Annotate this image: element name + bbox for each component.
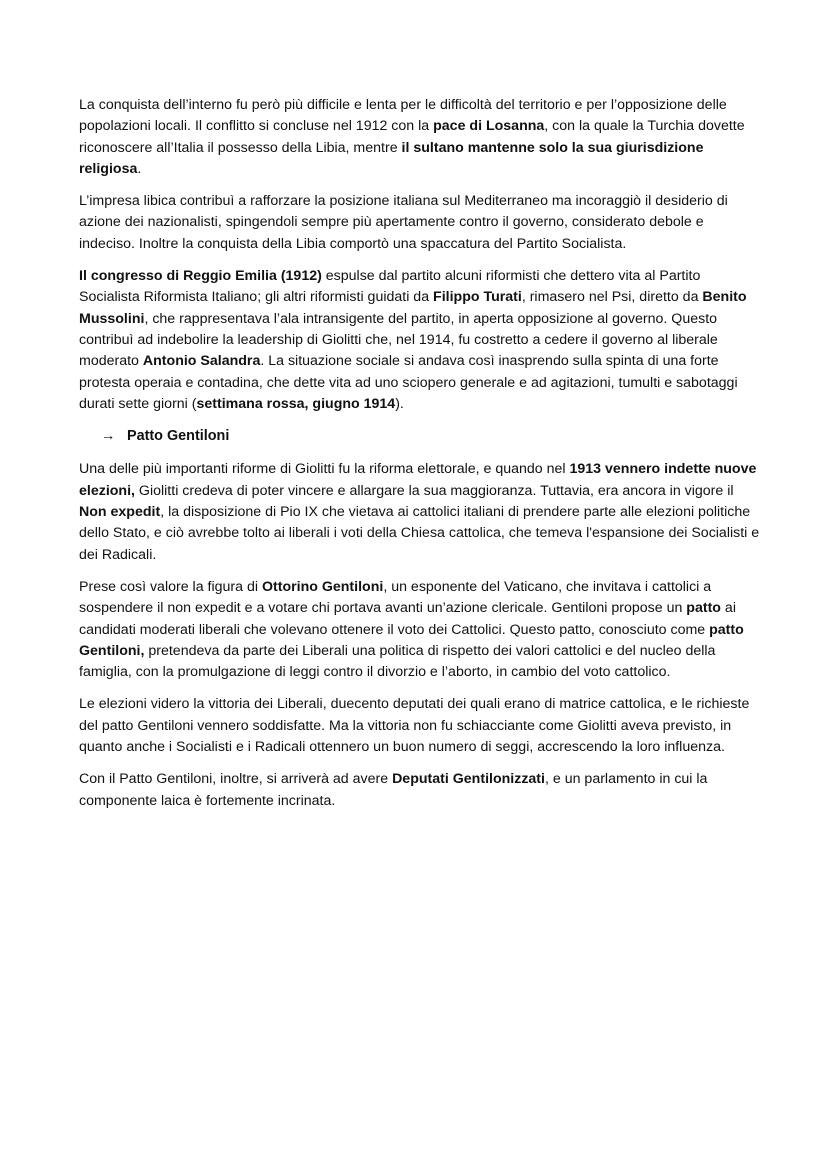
bold-text-ottorino-gentiloni: Ottorino Gentiloni — [261, 578, 384, 595]
bold-text-pace-di-losanna: pace di Losanna — [433, 118, 545, 135]
text-run: Prese così valore la figura di — [79, 578, 262, 595]
bold-text-sultan: il sultano mantenne solo la sua giurisdizione religiosa — [79, 139, 704, 177]
bold-text-benito-mussolini: Benito Mussolini — [79, 289, 747, 327]
text-run: Giolitti credeva di poter vincere e allargare la sua maggioranza. Tuttavia, era ancora in vigore il — [134, 482, 734, 499]
bold-text-deputati-gentilonizzati: Deputati Gentilonizzati — [392, 771, 545, 788]
text-run: . La situazione sociale si andava così inasprendo sulla spinta di una forte protesta operaia e contadina, che dette vita ad uno sciopero generale e ad agitazioni, tumulti e sabotaggi durati sette giorni ( — [79, 353, 738, 412]
bold-text-settimana-rossa: settimana rossa, giugno 1914 — [196, 395, 396, 412]
paragraph-electoral-reform — [79, 459, 762, 565]
bold-text-reggio-emilia: Il congresso di Reggio Emilia (1912) — [79, 268, 322, 285]
text-run: Le elezioni videro la vittoria dei Liberali, duecento deputati dei quali erano di matrice cattolica, e le richieste del patto Gentiloni vennero soddisfatte. Ma la vittoria non fu schiacciante come Giolitti aveva previsto, in quanto anche i Socialisti e i Radicali ottennero un buon numero di seggi, accrescendo la loro influenza. — [79, 696, 750, 756]
bold-text-filippo-turati: Filippo Turati — [433, 289, 522, 306]
text-run: La conquista dell’interno fu però più difficile e lenta per le difficoltà del territorio e per l’opposizione delle popolazioni locali. Il conflitto si concluse nel 1912 con la — [79, 97, 727, 135]
paragraph-deputati-gentilonizzati — [79, 769, 762, 812]
text-run: , che rappresentava l’ala intransigente del partito, in aperta opposizione al governo. Questo contribuì ad indebolire la leadership di Giolitti che, nel 1914, fu costretto a cedere il governo al liberale moderato — [79, 310, 718, 370]
bold-text-non-expedit: Non expedit — [79, 504, 161, 521]
text-run: , e un parlamento in cui la componente laica è fortemente incrinata. — [79, 771, 708, 809]
text-run: , la disposizione di Pio IX che vietava ai cattolici italiani di prendere parte alle elezioni politiche dello Stato, e ciò avrebbe tolto ai liberali i voti della Chiesa cattolica, che temeva l'espansione dei Socialisti e dei Radicali. — [79, 504, 760, 563]
paragraph-libya-conquest — [79, 95, 762, 180]
paragraph-ottorino-gentiloni — [79, 577, 762, 683]
text-run: , con la quale la Turchia dovette riconoscere all’Italia il possesso della Libia, mentre — [79, 118, 745, 156]
section-heading — [101, 426, 762, 447]
text-run: ai candidati moderati liberali che volevano ottenere il voto dei Cattolici. Questo patto, conosciuto come — [79, 600, 736, 638]
section-heading-title: Patto Gentiloni — [127, 428, 230, 445]
bold-text-1913-elections: 1913 vennero indette nuove elezioni, — [79, 461, 757, 499]
text-run: Con il Patto Gentiloni, inoltre, si arriverà ad avere — [79, 771, 393, 788]
text-run: L’impresa libica contribuì a rafforzare la posizione italiana sul Mediterraneo ma incoraggiò il desiderio di azione dei nazionalisti, spingendoli sempre più apertamente contro il governo, considerato debole e indeciso. Inoltre la conquista della Libia comportò una spaccatura del Partito Socialista. — [79, 193, 728, 252]
text-run: pretendeva da parte dei Liberali una politica di rispetto dei valori cattolici e del nucleo della famiglia, con la promulgazione di leggi contro il divorzio e l’aborto, in cambio del voto cattolico. — [79, 642, 716, 681]
paragraph-election-results — [79, 694, 762, 758]
text-run: espulse dal partito alcuni riformisti che dettero vita al Partito Socialista Riformista Italiano; gli altri riformisti guidati da — [79, 268, 701, 306]
text-run: Una delle più importanti riforme di Giolitti fu la riforma elettorale, e quando nel — [79, 461, 570, 478]
text-run: ). — [395, 395, 404, 412]
paragraph-libyan-enterprise — [79, 191, 762, 255]
bold-text-antonio-salandra: Antonio Salandra — [142, 353, 261, 370]
text-run: . — [137, 160, 142, 177]
right-arrow-icon: → — [101, 428, 116, 445]
paragraph-reggio-emilia-congress — [79, 266, 762, 415]
bold-text-patto: patto — [686, 600, 721, 617]
bold-text-patto-gentiloni: patto Gentiloni, — [79, 621, 744, 659]
text-run: , un esponente del Vaticano, che invitava i cattolici a sospendere il non expedit e a votare chi portava avanti un’azione clericale. Gentiloni propose un — [79, 578, 712, 617]
text-run: , rimasero nel Psi, diretto da — [521, 289, 703, 306]
